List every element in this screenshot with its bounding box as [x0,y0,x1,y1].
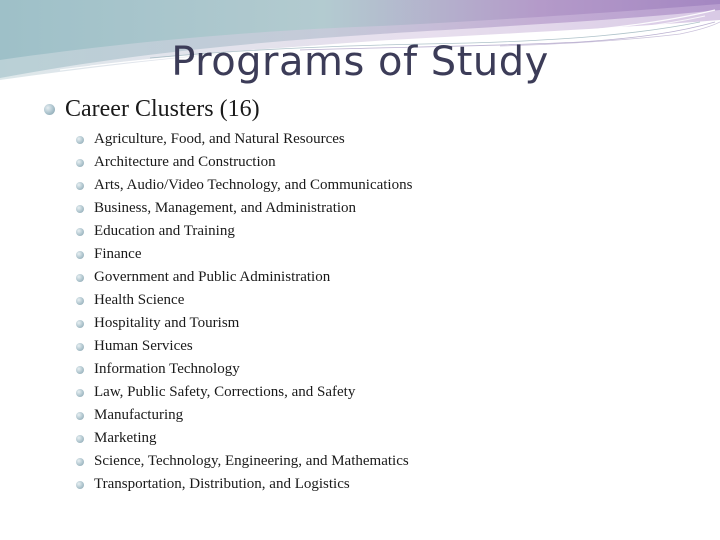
bullet-dot-icon [76,228,84,236]
main-bullet-list [44,95,260,123]
cluster-label: Manufacturing [94,407,184,423]
list-item [76,404,412,427]
cluster-label: Transportation, Distribution, and Logistics [94,476,350,492]
bullet-dot-icon [76,458,84,466]
cluster-label: Business, Management, and Administration [94,200,357,216]
career-cluster-list [76,128,412,496]
cluster-label: Law, Public Safety, Corrections, and Safety [94,384,356,400]
list-item [76,450,412,473]
list-item [76,151,412,174]
list-item [76,312,412,335]
list-item [76,220,412,243]
cluster-label: Hospitality and Tourism [94,315,240,331]
bullet-dot-icon [76,366,84,374]
list-item [76,473,412,496]
bullet-dot-icon [76,320,84,328]
page-title: Programs of Study [171,39,549,85]
bullet-dot-icon [44,104,55,115]
cluster-label: Science, Technology, Engineering, and Mathematics [94,453,409,469]
cluster-label: Human Services [94,338,193,354]
bullet-dot-icon [76,274,84,282]
bullet-dot-icon [76,412,84,420]
list-item [76,197,412,220]
cluster-label: Arts, Audio/Video Technology, and Communications [94,177,413,193]
bullet-dot-icon [76,251,84,259]
bullet-dot-icon [76,136,84,144]
bullet-dot-icon [76,205,84,213]
cluster-label: Health Science [94,292,185,308]
bullet-dot-icon [76,343,84,351]
list-item [76,335,412,358]
bullet-dot-icon [76,297,84,305]
list-item [76,358,412,381]
bullet-dot-icon [76,481,84,489]
list-item [76,427,412,450]
bullet-dot-icon [76,435,84,443]
list-item [76,381,412,404]
cluster-label: Education and Training [94,223,235,239]
cluster-label: Marketing [94,430,157,446]
list-item [76,289,412,312]
list-item [76,243,412,266]
main-bullet-text: Career Clusters (16) [65,96,260,122]
cluster-label: Information Technology [94,361,240,377]
list-item [76,266,412,289]
bullet-dot-icon [76,182,84,190]
cluster-label: Finance [94,246,142,262]
main-bullet-career-clusters [44,95,260,123]
cluster-label: Architecture and Construction [94,154,276,170]
list-item [76,128,412,151]
cluster-label: Agriculture, Food, and Natural Resources [94,131,345,147]
cluster-label: Government and Public Administration [94,269,331,285]
list-item [76,174,412,197]
bullet-dot-icon [76,159,84,167]
bullet-dot-icon [76,389,84,397]
